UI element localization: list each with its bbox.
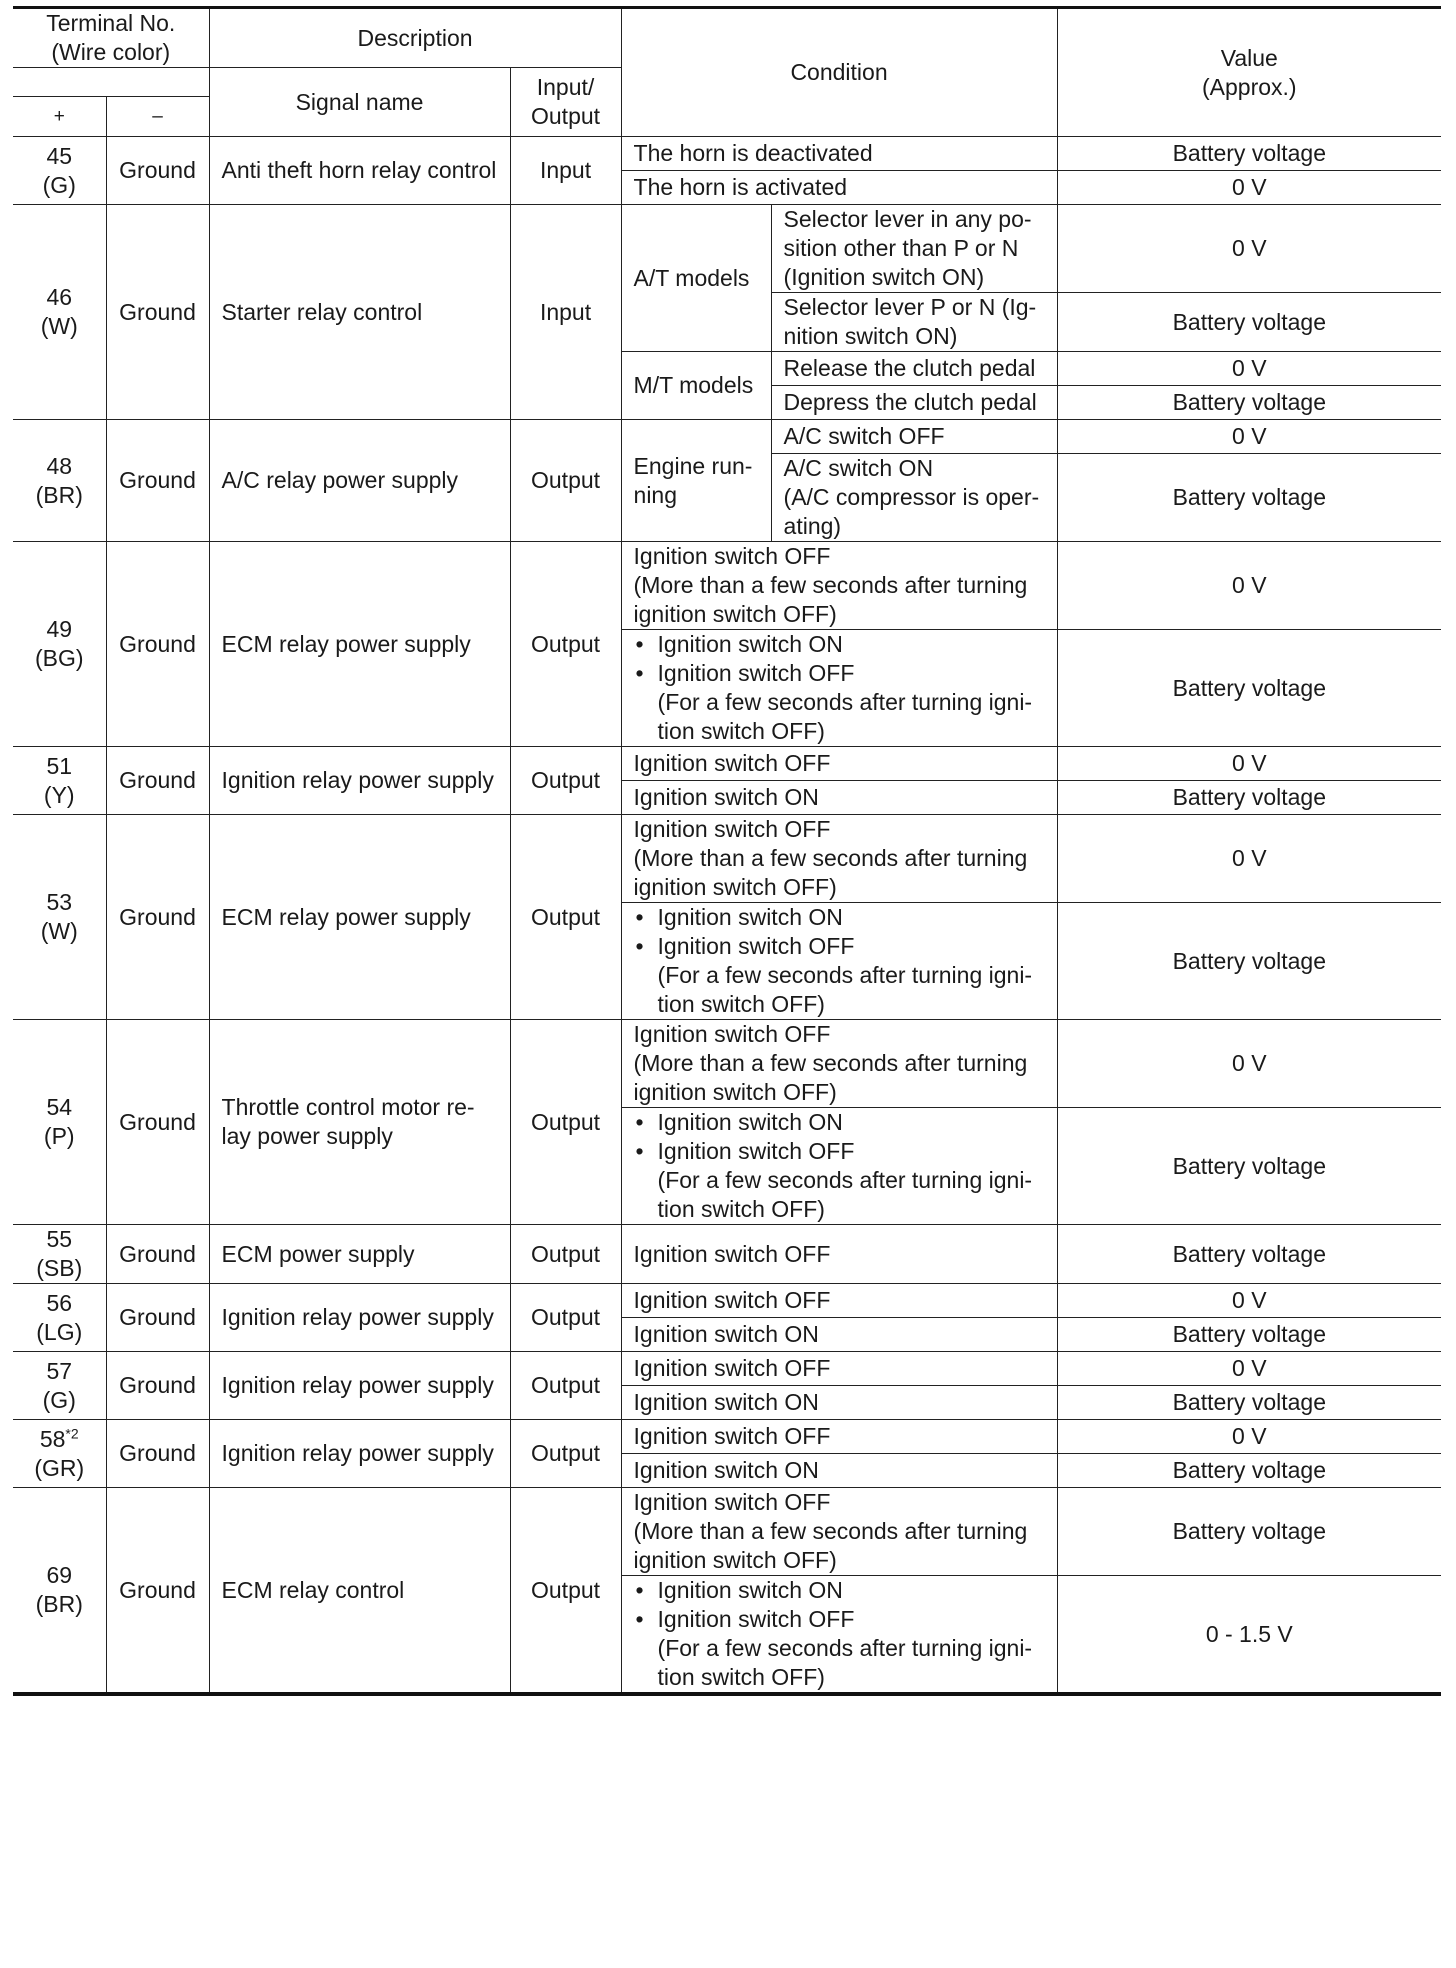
condition-bullet: • Ignition switch ON	[634, 1108, 1045, 1137]
io-cell: Output	[510, 747, 621, 815]
io-cell: Input	[510, 137, 621, 205]
value-cell: 0 V	[1057, 1420, 1441, 1454]
ground-cell: Ground	[106, 205, 209, 420]
condition-cell	[771, 205, 1057, 293]
condition-header: Condition	[621, 8, 1057, 137]
terminal-cell	[13, 1420, 106, 1488]
terminal-cell: 57 (G)	[13, 1352, 106, 1420]
minus-header: –	[106, 97, 209, 137]
ground-cell: Ground	[106, 1488, 209, 1695]
condition-cell	[621, 903, 1057, 1020]
table-row	[13, 205, 1441, 293]
condition-cell	[621, 1454, 1057, 1488]
value-cell: Battery voltage	[1057, 1386, 1441, 1420]
condition-cell	[621, 1576, 1057, 1695]
condition-bullet: • Ignition switch ON	[634, 903, 1045, 932]
table-row	[13, 1020, 1441, 1108]
table-header	[13, 8, 1441, 137]
value-cell: 0 V	[1057, 1284, 1441, 1318]
condition-text: Selector lever P or N (Ig- nition switch ON)	[783, 294, 1037, 349]
value-cell: Battery voltage	[1057, 454, 1441, 542]
value-cell: Battery voltage	[1057, 1225, 1441, 1284]
condition-cell	[621, 1352, 1057, 1386]
table-row	[13, 815, 1441, 903]
condition-text: Depress the clutch pedal	[783, 389, 1037, 415]
table-row	[13, 1225, 1441, 1284]
condition-cell	[621, 1284, 1057, 1318]
terminal-cell: 51 (Y)	[13, 747, 106, 815]
condition-text: Ignition switch ON	[633, 1389, 819, 1415]
terminal-cell: 69 (BR)	[13, 1488, 106, 1695]
io-cell: Input	[510, 205, 621, 420]
signal-name-cell: ECM relay power supply	[209, 542, 510, 747]
signal-name-cell: Throttle control motor re- lay power supply	[209, 1020, 510, 1225]
value-cell: 0 V	[1057, 352, 1441, 386]
condition-cell	[621, 137, 1057, 171]
condition-cell	[771, 420, 1057, 454]
value-cell: 0 V	[1057, 815, 1441, 903]
terminal-cell: 56 (LG)	[13, 1284, 106, 1352]
signal-name-cell: ECM relay control	[209, 1488, 510, 1695]
plus-header: +	[13, 97, 106, 137]
ground-cell: Ground	[106, 1284, 209, 1352]
condition-text: Ignition switch OFF (More than a few seconds after turning ignition switch OFF)	[633, 543, 1028, 627]
condition-cell	[771, 454, 1057, 542]
table-row	[13, 1284, 1441, 1318]
value-cell: Battery voltage	[1057, 1318, 1441, 1352]
condition-text: Ignition switch OFF	[633, 750, 831, 776]
condition-cell	[621, 1488, 1057, 1576]
condition-cell	[621, 747, 1057, 781]
terminal-wire-color: (GR)	[34, 1454, 85, 1481]
condition-bullets	[634, 1576, 1045, 1634]
condition-text: Ignition switch OFF	[633, 1287, 831, 1313]
table-row	[13, 542, 1441, 630]
condition-cell	[621, 815, 1057, 903]
table-row	[13, 1420, 1441, 1454]
condition-text: Selector lever in any po- sition other than P or N (Ignition switch ON)	[783, 206, 1032, 290]
condition-bullets	[634, 1108, 1045, 1166]
condition-text: Ignition switch OFF (More than a few seconds after turning ignition switch OFF)	[633, 816, 1028, 900]
condition-text: A/C switch ON (A/C compressor is oper- ating)	[783, 455, 1040, 539]
condition-text: Ignition switch ON	[633, 1457, 819, 1483]
value-cell: Battery voltage	[1057, 137, 1441, 171]
value-cell: 0 V	[1057, 747, 1441, 781]
value-cell: Battery voltage	[1057, 1488, 1441, 1576]
table-row	[13, 420, 1441, 454]
table-row	[13, 1488, 1441, 1576]
value-cell: 0 V	[1057, 205, 1441, 293]
signal-name-cell: Ignition relay power supply	[209, 1352, 510, 1420]
condition-bullet: • Ignition switch ON	[634, 1576, 1045, 1605]
table-row	[13, 1352, 1441, 1386]
signal-name-cell: ECM power supply	[209, 1225, 510, 1284]
condition-group-label: Engine run- ning	[621, 420, 771, 542]
value-cell: 0 V	[1057, 420, 1441, 454]
ground-cell: Ground	[106, 1420, 209, 1488]
condition-text: Ignition switch OFF (More than a few seconds after turning ignition switch OFF)	[633, 1021, 1028, 1105]
condition-note: (For a few seconds after turning igni- tion switch OFF)	[657, 962, 1033, 1017]
io-cell: Output	[510, 1225, 621, 1284]
condition-note: (For a few seconds after turning igni- tion switch OFF)	[657, 1167, 1033, 1222]
condition-cell	[621, 542, 1057, 630]
condition-text: The horn is activated	[633, 174, 848, 200]
value-cell: 0 V	[1057, 171, 1441, 205]
value-cell: Battery voltage	[1057, 293, 1441, 352]
condition-bullet: • Ignition switch OFF	[634, 1605, 1045, 1634]
io-cell: Output	[510, 1020, 621, 1225]
signal-name-cell: Ignition relay power supply	[209, 747, 510, 815]
signal-name-cell: Starter relay control	[209, 205, 510, 420]
ground-cell: Ground	[106, 1352, 209, 1420]
condition-text: Ignition switch OFF (More than a few seconds after turning ignition switch OFF)	[633, 1489, 1028, 1573]
signal-name-cell: Ignition relay power supply	[209, 1420, 510, 1488]
ground-cell: Ground	[106, 747, 209, 815]
condition-text: Ignition switch OFF	[633, 1355, 831, 1381]
terminal-header: Terminal No. (Wire color)	[13, 8, 209, 68]
condition-text: Ignition switch OFF	[633, 1240, 831, 1267]
condition-bullets	[634, 630, 1045, 688]
condition-note: (For a few seconds after turning igni- tion switch OFF)	[657, 1635, 1033, 1690]
table-row	[13, 137, 1441, 171]
condition-group-label: A/T models	[621, 205, 771, 352]
terminal-cell: 48 (BR)	[13, 420, 106, 542]
condition-text: Ignition switch ON	[633, 784, 819, 810]
io-cell: Output	[510, 1420, 621, 1488]
io-cell: Output	[510, 420, 621, 542]
terminal-cell: 45 (G)	[13, 137, 106, 205]
condition-bullet: • Ignition switch OFF	[634, 932, 1045, 961]
terminal-footnote: *2	[65, 1424, 79, 1441]
condition-cell	[771, 293, 1057, 352]
value-cell: Battery voltage	[1057, 630, 1441, 747]
value-cell: Battery voltage	[1057, 903, 1441, 1020]
condition-bullets	[634, 903, 1045, 961]
io-cell: Output	[510, 1284, 621, 1352]
ground-cell: Ground	[106, 815, 209, 1020]
ground-cell: Ground	[106, 137, 209, 205]
condition-cell	[621, 1386, 1057, 1420]
io-cell: Output	[510, 815, 621, 1020]
condition-cell	[621, 1020, 1057, 1108]
value-cell: Battery voltage	[1057, 386, 1441, 420]
condition-cell	[621, 1108, 1057, 1225]
signal-name-header: Signal name	[209, 68, 510, 137]
condition-cell	[621, 781, 1057, 815]
terminal-cell: 54 (P)	[13, 1020, 106, 1225]
value-cell: 0 V	[1057, 542, 1441, 630]
io-cell: Output	[510, 542, 621, 747]
signal-name-cell: Anti theft horn relay control	[209, 137, 510, 205]
signal-name-cell: Ignition relay power supply	[209, 1284, 510, 1352]
condition-bullet: • Ignition switch ON	[634, 630, 1045, 659]
terminal-cell: 46 (W)	[13, 205, 106, 420]
condition-text: Ignition switch OFF	[633, 1423, 831, 1449]
ground-cell: Ground	[106, 1225, 209, 1284]
value-cell: 0 - 1.5 V	[1057, 1576, 1441, 1695]
terminal-cell: 53 (W)	[13, 815, 106, 1020]
condition-cell	[621, 171, 1057, 205]
terminal-cell: 55 (SB)	[13, 1225, 106, 1284]
description-header: Description	[209, 8, 621, 68]
table-row	[13, 747, 1441, 781]
condition-cell	[771, 352, 1057, 386]
io-cell: Output	[510, 1352, 621, 1420]
io-header: Input/ Output	[510, 68, 621, 137]
signal-name-cell: ECM relay power supply	[209, 815, 510, 1020]
ground-cell: Ground	[106, 1020, 209, 1225]
condition-text: The horn is deactivated	[633, 140, 873, 166]
condition-cell	[621, 1225, 1057, 1284]
value-cell: Battery voltage	[1057, 1108, 1441, 1225]
io-cell: Output	[510, 1488, 621, 1695]
condition-text: A/C switch OFF	[783, 423, 945, 449]
value-cell: 0 V	[1057, 1020, 1441, 1108]
ground-cell: Ground	[106, 420, 209, 542]
condition-text: Ignition switch ON	[633, 1321, 819, 1347]
condition-group-label: M/T models	[621, 352, 771, 420]
terminal-header-cont	[13, 68, 209, 97]
condition-cell	[771, 386, 1057, 420]
condition-bullet: • Ignition switch OFF	[634, 1137, 1045, 1166]
condition-text: Release the clutch pedal	[783, 355, 1036, 381]
terminal-table-page	[13, 0, 1441, 1696]
signal-name-cell: A/C relay power supply	[209, 420, 510, 542]
value-cell: Battery voltage	[1057, 781, 1441, 815]
terminal-cell: 49 (BG)	[13, 542, 106, 747]
condition-cell	[621, 1420, 1057, 1454]
terminal-number: 58	[39, 1425, 66, 1452]
value-header: Value (Approx.)	[1057, 8, 1441, 137]
ground-cell: Ground	[106, 542, 209, 747]
terminal-table	[13, 6, 1441, 1696]
table-body	[13, 137, 1441, 1695]
value-cell: Battery voltage	[1057, 1454, 1441, 1488]
condition-note: (For a few seconds after turning igni- tion switch OFF)	[657, 689, 1033, 744]
condition-bullet: • Ignition switch OFF	[634, 659, 1045, 688]
value-cell: 0 V	[1057, 1352, 1441, 1386]
condition-cell	[621, 630, 1057, 747]
condition-cell	[621, 1318, 1057, 1352]
